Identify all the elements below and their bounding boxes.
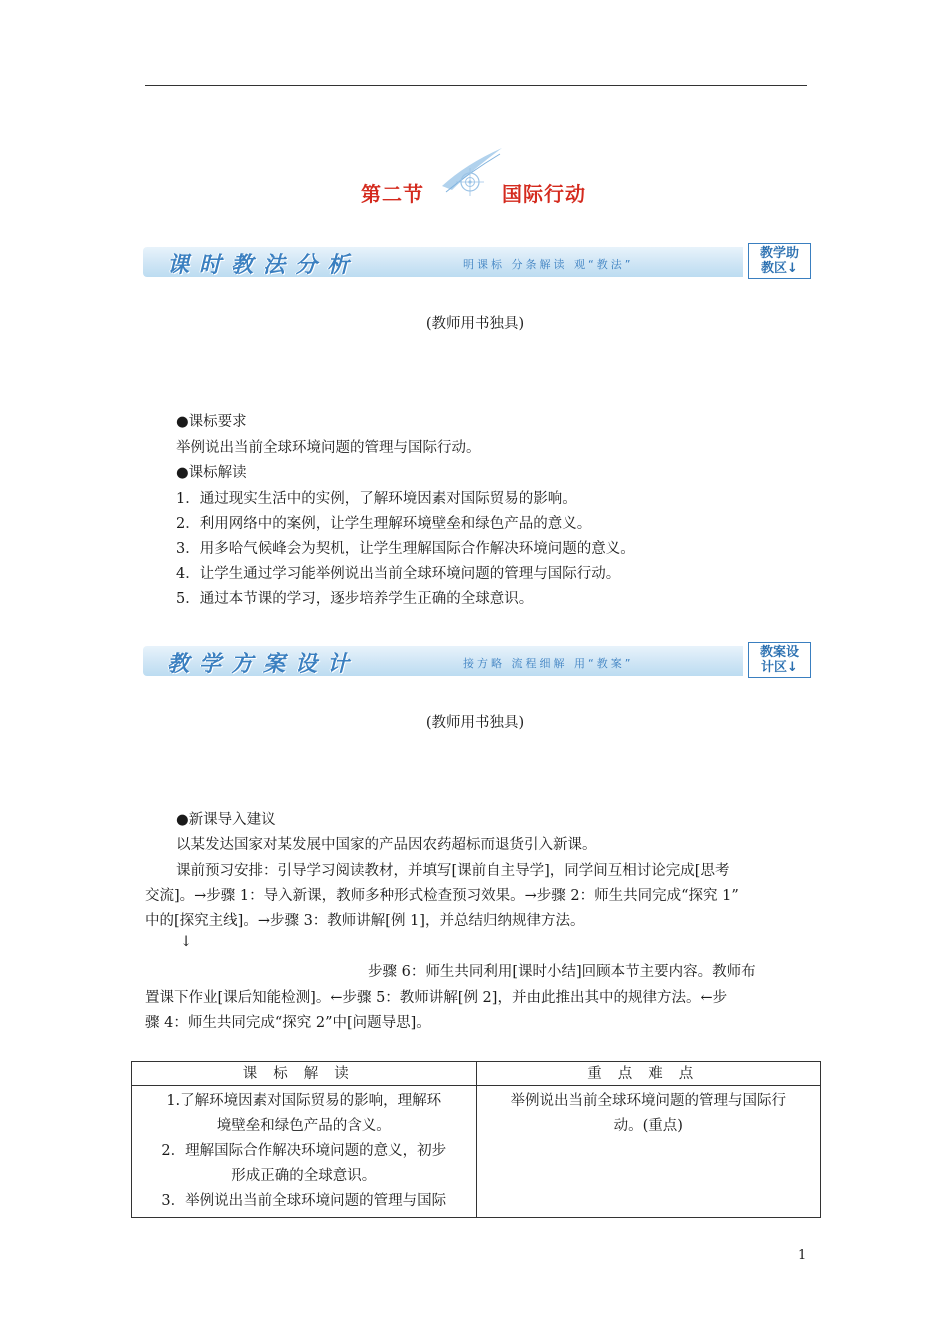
banner-tag-line2: 计区↓ — [761, 660, 798, 675]
top-rule — [145, 85, 807, 86]
cell-line: 3．举例说出当前全球环境问题的管理与国际 — [161, 1193, 447, 1209]
banner-tag-line2: 教区↓ — [761, 261, 798, 276]
curriculum-requirement-heading: ●课标要求 — [176, 414, 247, 430]
banner-lesson-analysis — [143, 243, 813, 279]
teacher-only-note: (教师用书独具) — [425, 715, 525, 731]
table-header-interpretation: 课标解读 — [132, 1062, 477, 1086]
table-header-key-points: 重点难点 — [476, 1062, 821, 1086]
down-arrow: ↓ — [180, 934, 193, 950]
new-lesson-intro: 以某发达国家对某发展中国家的产品因农药超标而退货引入新课。 — [176, 837, 597, 853]
step-line: 骤 4：师生共同完成“探究 2”中[问题导思]。 — [145, 1015, 431, 1031]
target-emblem-icon — [436, 146, 506, 206]
banner-subtitle: 接方略 流程细解 用“教案” — [463, 657, 634, 670]
cell-line: 形成正确的全球意识。 — [231, 1168, 377, 1184]
section-title — [0, 146, 950, 216]
banner-title: 教学方案设计 — [167, 651, 360, 677]
section-number: 第二节 — [361, 182, 424, 206]
step-line: 步骤 6：师生共同利用[课时小结]回顾本节主要内容。教师布 — [368, 964, 756, 980]
curriculum-requirement-text: 举例说出当前全球环境问题的管理与国际行动。 — [176, 440, 481, 456]
interpretation-item: 2．利用网络中的案例，让学生理解环境壁垒和绿色产品的意义。 — [176, 516, 592, 532]
curriculum-interpretation-heading: ●课标解读 — [176, 465, 247, 481]
cell-line: 境壁垒和绿色产品的含义。 — [216, 1118, 391, 1134]
table-row — [132, 1086, 821, 1218]
banner-tag — [748, 642, 811, 678]
curriculum-table — [131, 1061, 821, 1218]
table-header-row — [132, 1062, 821, 1086]
new-lesson-heading: ●新课导入建议 — [176, 812, 276, 828]
interpretation-item: 4．让学生通过学习能举例说出当前全球环境问题的管理与国际行动。 — [176, 566, 621, 582]
section-name: 国际行动 — [502, 182, 586, 206]
plan-line: 交流]。→步骤 1：导入新课，教师多种形式检查预习效果。→步骤 2：师生共同完成“探究 1” — [145, 888, 739, 904]
cell-line: 1.了解环境因素对国际贸易的影响，理解环 — [166, 1093, 442, 1109]
interpretation-item: 5．通过本节课的学习，逐步培养学生正确的全球意识。 — [176, 591, 534, 607]
plan-line: 课前预习安排：引导学习阅读教材，并填写[课前自主导学]，同学间互相讨论完成[思考 — [176, 863, 730, 879]
cell-line: 动。(重点) — [613, 1118, 683, 1134]
banner-tag-line1: 教案设 — [759, 645, 799, 660]
banner-tag-line1: 教学助 — [759, 246, 799, 261]
cell-line: 举例说出当前全球环境问题的管理与国际行 — [510, 1093, 786, 1109]
banner-teaching-plan — [143, 642, 813, 678]
step-line: 置课下作业[课后知能检测]。←步骤 5：教师讲解[例 2]，并由此推出其中的规律方法。←步 — [145, 990, 728, 1006]
banner-subtitle: 明课标 分条解读 观“教法” — [463, 258, 634, 271]
teacher-only-note: (教师用书独具) — [425, 316, 525, 332]
interpretation-item: 3．用多哈气候峰会为契机，让学生理解国际合作解决环境问题的意义。 — [176, 541, 635, 557]
page-number: 1 — [798, 1248, 807, 1263]
cell-line: 2．理解国际合作解决环境问题的意义，初步 — [161, 1143, 447, 1159]
interpretation-cell — [132, 1086, 477, 1218]
banner-title: 课时教法分析 — [167, 252, 360, 278]
banner-tag — [748, 243, 811, 279]
interpretation-item: 1．通过现实生活中的实例，了解环境因素对国际贸易的影响。 — [176, 491, 577, 507]
key-points-cell — [476, 1086, 821, 1218]
plan-line: 中的[探究主线]。→步骤 3：教师讲解[例 1]，并总结归纳规律方法。 — [145, 913, 585, 929]
